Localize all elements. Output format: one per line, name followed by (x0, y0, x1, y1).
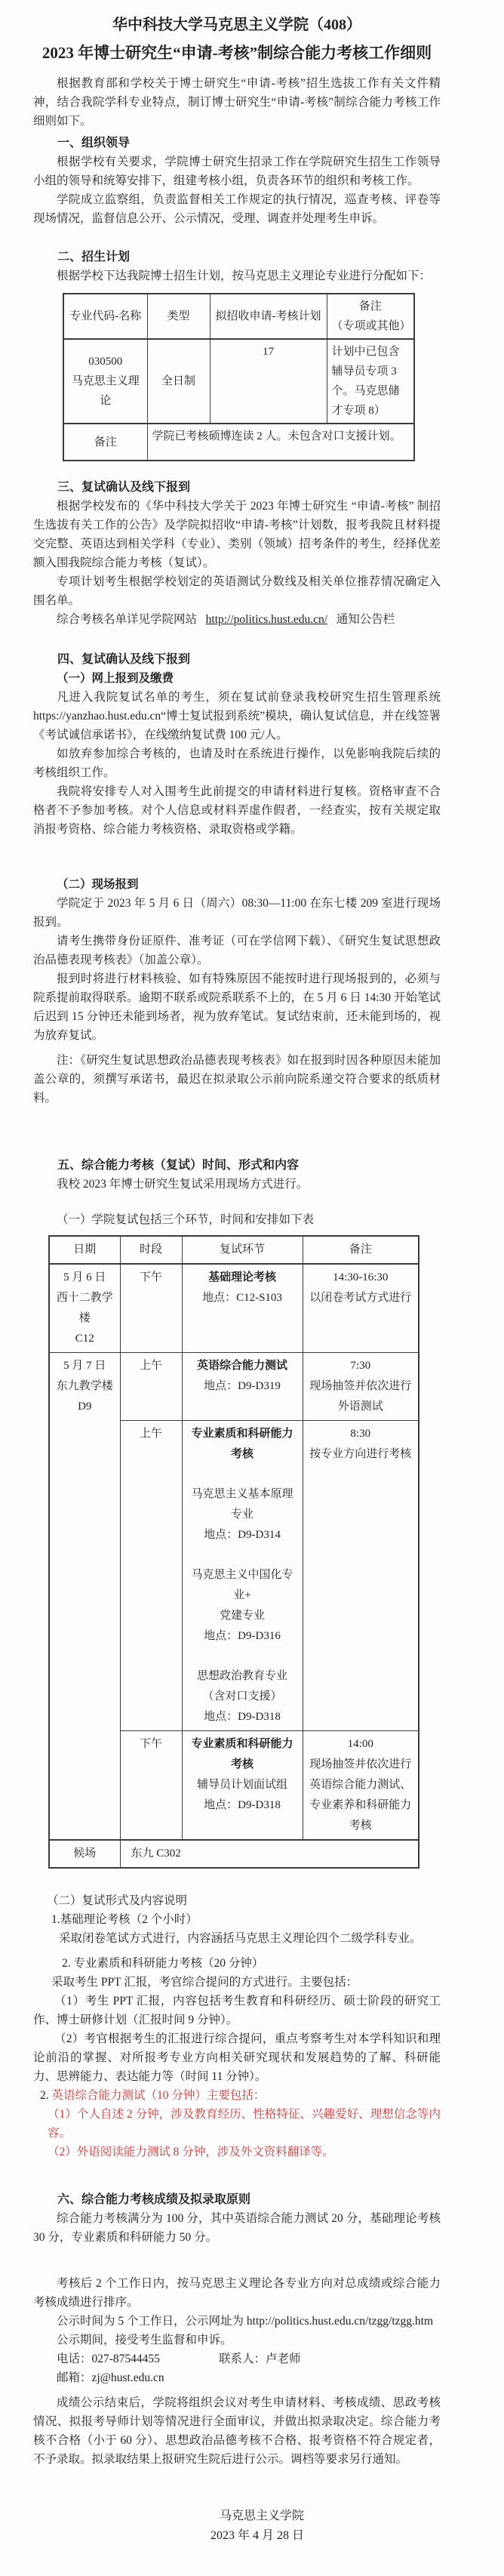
item3-point2: （2）外语阅读能力测试 8 分钟，涉及外文资料翻译等。 (48, 2146, 334, 2158)
note-text: 按专业方向进行考核 (309, 1448, 412, 1460)
note-text: 以闭卷考试方式进行 (309, 1292, 412, 1304)
note-time: 7:30 (350, 1360, 371, 1372)
cell-slot: 下午 (120, 1731, 182, 1841)
cell-waiting-room: 东九 C302 (120, 1840, 419, 1868)
publicity-label: 公示时间为 5 个工作日，公示网址为 (57, 2315, 244, 2328)
step-title: 专业素质和科研能力考核 (191, 1428, 293, 1460)
col-header-remark (327, 294, 414, 339)
item2-heading: 2. 专业素质和科研能力考核（20 分钟） (62, 1957, 264, 1970)
col-header-major-code: 专业代码-名称 (63, 294, 147, 339)
section6-para2: 考核后 2 个工作日内，按马克思主义理论各专业方向对总成绩或综合能力考核成绩进行排序。 (33, 2277, 441, 2309)
section5-heading: 五、综合能力考核（复试）时间、形式和内容 (57, 1159, 300, 1172)
note-text: 现场抽签并依次进行外语测试 (309, 1380, 412, 1413)
date-line1: 5 月 7 日 (63, 1360, 106, 1372)
section4-para4: 学院定于 2023 年 5 月 6 日（周六）08:30—11:00 在东七楼 209 室进行现场报到。 (33, 897, 441, 929)
cell-slot: 上午 (120, 1421, 182, 1731)
cell-note (303, 1731, 419, 1841)
schedule-row-may7-morning1 (49, 1353, 419, 1421)
step-title: 专业素质和科研能力考核 (191, 1738, 293, 1770)
signature-date: 2023 年 4 月 28 日 (210, 2529, 304, 2542)
section4-heading: 四、复试确认及线下报到 (57, 653, 191, 666)
cell-waiting-label: 候场 (49, 1840, 120, 1868)
section4-sub2-heading: （二）现场报到 (57, 878, 139, 891)
step-title: 基础理论考核 (207, 1271, 276, 1283)
cell-note (303, 1353, 419, 1421)
section2-para1: 根据学校下达我院博士招生计划，按马克思主义理论专业进行分配如下： (57, 270, 432, 282)
table-header-row (63, 294, 414, 339)
section4-para5: 请考生携带身份证原件、准考证（可在学信网下载）、《研究生复试思想政治品德表现考核表》（加盖公章）。 (33, 935, 441, 966)
contact-email-line (33, 2368, 441, 2387)
note-time: 14:30-16:30 (333, 1271, 389, 1283)
email-label: 邮箱： (57, 2371, 92, 2384)
major-group1-location: 地点：D9-D314 (204, 1529, 281, 1541)
cell-date-may7 (49, 1353, 120, 1841)
section3-para1: 根据学校发布的《华中科技大学关于 2023 年博士研究生 “申请-考核” 制招生选拔有关工作的公告》及学院拟招收“申请-考核”计划数，报考我院且材料提交完整、英语达到相关学科（专业）、类别（领域）招考条件的考生，经择优差额入围我院综合能力考核（复试）。 (33, 500, 441, 569)
intro-paragraph: 根据教育部和学校关于博士研究生“申请-考核”招生选拔工作有关文件精神，结合我院学科专业特点，制订博士研究生“申请-考核”制综合能力考核工作细则如下。 (33, 77, 441, 128)
cell-type: 全日制 (147, 339, 210, 424)
cell-note (303, 1421, 419, 1731)
doc-title-line1: 华中科技大学马克思主义学院（408） (112, 17, 361, 33)
cell-step (182, 1731, 303, 1841)
signature-block (33, 2507, 441, 2546)
publicity-url-link[interactable]: http://politics.hust.edu.cn/tzgg/tzgg.htm (246, 2315, 434, 2328)
section5-sub1-heading: （一）学院复试包括三个环节，时间和安排如下表 (57, 1213, 315, 1226)
schedule-row-waiting (49, 1840, 419, 1868)
item1-text: 采取闭卷笔试方式进行，内容涵括马克思主义理论四个二级学科专业。 (59, 1932, 422, 1945)
item2-intro: 采取考生 PPT 汇报，考官综合提问的方式进行。主要包括： (51, 1976, 358, 1989)
interview-schedule-table (48, 1235, 419, 1869)
cell-major-code (63, 339, 147, 424)
spacer (186, 1647, 299, 1666)
major-group2-name-line1: 马克思主义中国化专业+ (191, 1569, 293, 1601)
doc-title-line2: 2023 年博士研究生“申请-考核”制综合能力考核工作细则 (41, 44, 432, 62)
step-location: 地点：D9-D319 (204, 1380, 281, 1392)
cell-plan-count: 17 (210, 339, 327, 424)
cell-slot: 下午 (120, 1264, 182, 1353)
section4-sub1-heading: （一）网上报到及缴费 (57, 672, 174, 685)
cell-step (182, 1264, 303, 1353)
cell-remark: 计划中已包含辅导员专项 3 个。马克思储才专项 8） (327, 339, 414, 424)
step-location: 地点：C12-S103 (202, 1292, 282, 1304)
date-line3: D9 (78, 1400, 92, 1413)
col-header-plan: 拟招收申请-考核计划 (210, 294, 327, 339)
major-group3-location: 地点：D9-D318 (204, 1711, 281, 1723)
schedule-header-row (49, 1236, 419, 1264)
notice-board-label: 通知公告栏 (336, 613, 395, 626)
col-header-note: 备注 (303, 1236, 419, 1264)
col-header-remark-line2: （专项或其他） (331, 320, 411, 332)
section4-para6: 报到时将进行材料核验、如有特殊原因不能按时进行现场报到的，必须与院系提前取得联系。逾期不联系或院系联系不上的，在 5 月 6 日 14:30 开始笔试后迟到 15 分钟还未能到场者，视为放弃笔试。复试结束前，还未能到场的，视为放弃复试。 (33, 972, 441, 1042)
section3-para2: 专项计划考生根据学校划定的英语测试分数线及相关单位推荐情况确定入围名单。 (33, 575, 441, 607)
date-line2: 东九教学楼 (56, 1380, 113, 1392)
cell-note (303, 1264, 419, 1353)
table-row (63, 339, 414, 424)
cell-slot: 上午 (120, 1353, 182, 1421)
contact-phone-line (33, 2350, 441, 2368)
note-time: 8:30 (350, 1428, 371, 1440)
section6-para4: 公示期间，接受考生监督和申诉。 (57, 2334, 232, 2346)
enrollment-plan-table (63, 293, 415, 461)
item2-point1: （1）考生 PPT 汇报，内容包括考生教育和科研经历、硕士阶段的研究工作、博士研修计划（汇报时间 9 分钟）。 (33, 1995, 441, 2026)
section6-para3 (33, 2312, 441, 2331)
col-header-remark-line1: 备注 (358, 300, 382, 313)
section1-heading: 一、组织领导 (57, 137, 131, 149)
section6-para1: 综合能力考核满分为 100 分，其中英语综合能力测试 20 分，基础理论考核 30 分，专业素质和科研能力 50 分。 (33, 2212, 441, 2244)
item2-point2: （2）考官根据考生的汇报进行综合提问，重点考察考生对本学科知识和理论前沿的掌握、对所报考专业方向相关研究现状和发展趋势的了解、科研能力、思辨能力、表达能力等（时间 11 分钟）。 (33, 2032, 441, 2083)
step-title: 英语综合能力测试 (196, 1360, 287, 1372)
step-group: 辅导员计划面试组 (196, 1779, 287, 1791)
major-group3-note: （含对口支援） (202, 1690, 282, 1702)
contact-person-label: 联系人： (218, 2353, 266, 2365)
section4-para1: 凡进入我院复试名单的考生，须在复试前登录我校研究生招生管理系统 https://yanzhao.hust.edu.cn“博士复试报到系统”模块，确认复试信息，并在线签署《考试诚信承诺书》，在线缴纳复试费 100 元/人。 (33, 691, 441, 741)
cell-date-may6 (49, 1264, 120, 1353)
section2-heading: 二、招生计划 (57, 251, 131, 263)
section6-para5: 成绩公示结束后，学院将组织会议对考生申请材料、考核成绩、思政考核情况、拟报考导师计划等情况进行全面审议，并做出拟录取决定。综合能力考核不合格（小于 60 分）、思想政治品德考核不合格、报考资格不符合规定者，不予录取。拟录取结果上报研究生院后进行公示。调档等要求另行通知。 (33, 2396, 441, 2466)
date-line1: 5 月 6 日 (63, 1271, 106, 1283)
spacer (186, 1465, 299, 1484)
section5-sub2-heading: （二）复试形式及内容说明 (47, 1894, 188, 1907)
major-code: 030500 (88, 356, 123, 368)
date-line3: C12 (75, 1333, 94, 1345)
item3-heading (33, 2086, 441, 2105)
col-header-type: 类型 (147, 294, 210, 339)
signature-org: 马克思主义学院 (219, 2510, 304, 2522)
section3-heading: 三、复试确认及线下报到 (57, 481, 191, 494)
item1-heading: 1.基础理论考核（2 个小时） (51, 1913, 198, 1926)
major-group2-location: 地点：D9-D316 (204, 1630, 281, 1642)
major-group3-name: 思想政治教育专业 (196, 1670, 287, 1682)
col-header-slot: 时段 (120, 1236, 182, 1264)
spacer (186, 1545, 299, 1565)
note-time: 14:00 (347, 1738, 373, 1750)
section4-para3: 我院将安排专人对入围考生此前提交的申请材料进行复核。资格审查不合格者不予参加考核。对个人信息或材料弄虚作假者，一经查实，按有关规定取消报考资格、综合能力考核资格、录取资格或学籍。 (33, 785, 441, 836)
section5-para1: 我校 2023 年博士研究生复试采用现场方式进行。 (57, 1178, 309, 1191)
item3-title: 英语综合能力测试（10 分钟）主要包括： (51, 2089, 266, 2102)
phone-label: 电话： (57, 2353, 92, 2365)
contact-person-name: 卢老师 (265, 2353, 301, 2365)
section4-note: 注：《研究生复试思想政治品德表现考核表》如在报到时因各种原因未能加盖公章的，须撰写承诺书，最迟在拟录取公示前向院系递交符合要求的纸质材料。 (33, 1054, 441, 1105)
item3-number: 2. (40, 2089, 49, 2102)
major-group2-name-line2: 党建专业 (219, 1610, 265, 1622)
table-row (63, 424, 414, 461)
section3-para3 (33, 610, 441, 629)
section4-para2: 如放弃参加综合考核的，也请及时在系统进行操作，以免影响我院后续的考核组织工作。 (33, 747, 441, 779)
major-group1-name: 马克思主义基本原理专业 (191, 1488, 293, 1521)
college-website-link[interactable]: http://politics.hust.edu.cn/ (205, 613, 328, 626)
cell-remark-text: 学院已考核硕博连读 2 人。未包含对口支援计划。 (147, 424, 414, 461)
col-header-step: 复试环节 (182, 1236, 303, 1264)
item3-point1: （1）个人自述 2 分钟，涉及教育经历、性格特征、兴趣爱好、理想信念等内容。 (48, 2108, 441, 2140)
section1-para2: 学院成立监察组，负责监督相关工作规定的执行情况，巡查考核、评卷等现场情况，监督信息公开、公示情况，受理、调查并处理考生申诉。 (33, 193, 441, 225)
major-name: 马克思主义理论 (71, 375, 140, 407)
cell-remark-label: 备注 (63, 424, 147, 461)
note-text: 现场抽签并依次进行英语综合能力测试、专业素养和科研能力考核 (309, 1758, 412, 1832)
cell-step (182, 1353, 303, 1421)
step-location: 地点：D9-D318 (204, 1799, 281, 1811)
date-line2: 西十二教学楼 (56, 1292, 113, 1324)
phone-number: 027-87544455 (91, 2353, 160, 2365)
cell-step (182, 1421, 303, 1731)
website-label: 综合考核名单详见学院网站 (57, 613, 198, 626)
section6-heading: 六、综合能力考核成绩及拟录取原则 (57, 2193, 251, 2206)
schedule-row-may6 (49, 1264, 419, 1353)
col-header-date: 日期 (49, 1236, 120, 1264)
email-address: zj@hust.edu.cn (91, 2371, 164, 2384)
section1-para1: 根据学校有关要求，学院博士研究生招录工作在学院研究生招生工作领导小组的领导和统筹安排下，组建考核小组，负责各环节的组织和考核工作。 (33, 156, 441, 187)
